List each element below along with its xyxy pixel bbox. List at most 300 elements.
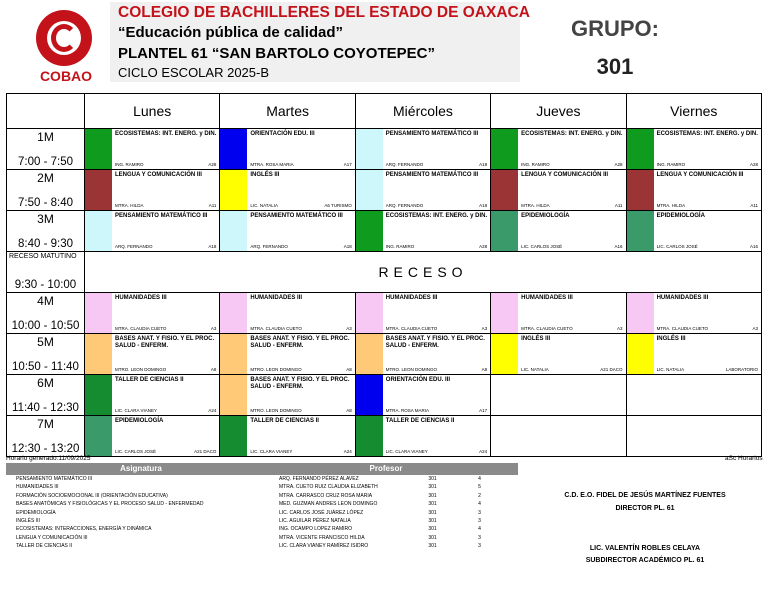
logo-text: COBAO — [39, 68, 93, 84]
room-label: A8 — [481, 367, 488, 372]
class-block — [85, 170, 219, 210]
assignment-row — [6, 534, 518, 542]
class-cell — [491, 334, 626, 375]
subject-name: PENSAMIENTO MATEMÁTICO III — [385, 172, 479, 178]
class-cell — [85, 334, 220, 375]
class-cell — [355, 334, 490, 375]
assignment-row — [6, 475, 518, 483]
class-info — [518, 129, 625, 169]
subject-color-swatch — [85, 129, 112, 169]
room-label: A28 — [208, 162, 217, 167]
class-cell — [355, 211, 490, 252]
class-block — [85, 416, 219, 456]
subject-name: ORIENTACIÓN EDU. III — [385, 377, 451, 383]
class-cell — [626, 170, 761, 211]
room-label: A3 — [752, 326, 758, 331]
subject-name: BASES ANAT. Y FISIO. Y EL PROC. SALUD - ENFERM. — [385, 336, 485, 349]
assignment-subject: HUMANIDADES III — [16, 484, 59, 491]
period-time-range: 8:40 - 9:30 — [18, 238, 73, 250]
plantel-name: PLANTEL 61 “SAN BARTOLO COYOTEPEC” — [118, 45, 435, 62]
subject-color-swatch — [85, 375, 112, 415]
assignment-subject: EPIDEMIOLOGÍA — [16, 509, 56, 516]
assignment-subject: BASES ANATÓMICAS Y FISIOLÓGICAS Y EL PROCESO SALUD - ENFERMEDAD — [16, 501, 204, 508]
room-label: A3 — [481, 326, 488, 331]
subject-name: HUMANIDADES III — [656, 295, 709, 301]
class-cell — [355, 293, 490, 334]
room-label: A11 — [750, 203, 758, 208]
room-label: A18 — [479, 162, 488, 167]
teacher-name: LIC. CARLOS JOSÉ — [656, 244, 698, 249]
room-label: A8 — [210, 367, 217, 372]
class-info — [518, 211, 625, 251]
class-block — [85, 375, 219, 415]
subject-color-swatch — [356, 293, 383, 333]
assignment-row — [6, 500, 518, 508]
class-block — [627, 293, 761, 333]
subject-name: PENSAMIENTO MATEMÁTICO III — [250, 213, 343, 219]
class-block — [220, 211, 354, 251]
class-block — [627, 129, 761, 169]
recess-banner: RECESO — [85, 252, 762, 293]
teacher-name: MTRA. HILDA — [656, 203, 686, 208]
class-info — [383, 416, 490, 456]
period-row — [7, 170, 762, 211]
period-row — [7, 334, 762, 375]
teacher-name: MTRA. CLAUDIA CUETO — [656, 326, 708, 331]
teacher-name: LIC. NATALIA — [521, 367, 549, 372]
period-number: 1M — [37, 130, 54, 144]
subject-name: HUMANIDADES III — [115, 295, 167, 301]
room-label: A24 — [343, 449, 352, 454]
subject-color-swatch — [220, 416, 247, 456]
class-block — [627, 170, 761, 210]
class-info — [383, 293, 490, 333]
assignment-teacher: MTRA. VICENTE FRANCISCO HILDA — [278, 534, 365, 541]
class-cell — [626, 416, 761, 457]
class-block — [491, 334, 625, 374]
class-block — [85, 334, 219, 374]
recess-time: 9:30 - 10:00 — [14, 279, 77, 291]
class-info — [383, 211, 490, 251]
period-time-cell — [7, 129, 85, 170]
class-info — [112, 334, 219, 374]
period-number: 6M — [37, 376, 54, 390]
subject-color-swatch — [220, 211, 247, 251]
teacher-name: ARQ. FERNANDO — [250, 244, 288, 249]
subject-name: BASES ANAT. Y FISIO. Y EL PROC. SALUD - ENFERM. — [250, 377, 350, 390]
class-cell — [491, 293, 626, 334]
subject-name: TALLER DE CIENCIAS II — [385, 418, 455, 424]
subject-color-swatch — [491, 129, 518, 169]
assignment-group: 301 — [428, 509, 437, 516]
teacher-name: LIC. CLARA VIANEY — [385, 449, 428, 454]
class-info — [383, 129, 490, 169]
class-block — [356, 375, 490, 415]
class-cell — [220, 170, 355, 211]
period-number: 4M — [37, 294, 54, 308]
subject-color-swatch — [356, 129, 383, 169]
corner-cell — [7, 94, 85, 129]
class-cell — [85, 129, 220, 170]
period-time-cell — [7, 211, 85, 252]
class-block — [85, 293, 219, 333]
subject-name: INGLÉS III — [521, 336, 551, 342]
class-info — [654, 293, 761, 333]
class-cell — [220, 375, 355, 416]
class-block — [220, 375, 354, 415]
assignment-hours: 2 — [478, 492, 481, 499]
period-row — [7, 211, 762, 252]
director-title: DIRECTOR PL. 61 — [615, 505, 675, 512]
assignment-group: 301 — [428, 517, 437, 524]
period-row — [7, 129, 762, 170]
assignment-hours: 3 — [478, 543, 481, 550]
subject-name: LENGUA Y COMUNICACIÓN III — [656, 172, 744, 178]
assignment-hours: 3 — [478, 509, 481, 516]
assignment-hours: 3 — [478, 534, 481, 541]
assignment-group: 301 — [428, 476, 437, 482]
period-row — [7, 375, 762, 416]
class-block — [356, 334, 490, 374]
class-block — [491, 293, 625, 333]
subject-color-swatch — [627, 170, 654, 210]
class-block — [85, 129, 219, 169]
class-info — [654, 129, 761, 169]
subject-name: PENSAMIENTO MATEMÁTICO III — [115, 213, 208, 219]
subject-name: HUMANIDADES III — [521, 295, 573, 301]
subject-name: ECOSISTEMAS: INT. ENERG. y DIN. — [656, 131, 758, 137]
class-info — [383, 170, 490, 210]
class-info — [112, 375, 219, 415]
class-block — [220, 129, 354, 169]
teacher-name: ING. RAMIRO — [115, 162, 144, 167]
assignment-subject: LENGUA Y COMUNICACIÓN III — [16, 534, 88, 541]
institution-title: COLEGIO DE BACHILLERES DEL ESTADO DE OAXACA — [118, 4, 530, 21]
class-info — [383, 375, 490, 415]
teacher-name: LIC. CLARA VIANEY — [115, 408, 158, 413]
teacher-name: MTRO. LEON DOMINGO — [385, 367, 438, 372]
class-cell — [491, 416, 626, 457]
recess-time-cell — [7, 252, 85, 293]
assignment-subject: ECOSISTEMAS: INTERACCIONES, ENERGÍA Y DINÁMICA — [16, 526, 152, 533]
subdirector-name: LIC. VALENTÍN ROBLES CELAYA — [589, 545, 701, 552]
room-label: LABORATORIO — [725, 367, 758, 372]
room-label: A18 — [208, 244, 217, 249]
assignment-hours: 5 — [478, 484, 481, 491]
schedule-table — [6, 93, 762, 457]
subject-name: EPIDEMIOLOGÍA — [521, 213, 570, 219]
subject-name: INGLÉS III — [656, 336, 686, 342]
teacher-name: MTRA. ROSA MARIA — [385, 408, 430, 413]
class-cell — [626, 375, 761, 416]
class-cell — [220, 416, 355, 457]
room-label: A3 — [210, 326, 217, 331]
period-time-range: 7:50 - 8:40 — [18, 197, 73, 209]
class-block — [356, 293, 490, 333]
room-label: A21 DACO — [194, 449, 217, 454]
teacher-name: MTRA. ROSA MARIA — [250, 162, 294, 167]
subject-name: ECOSISTEMAS: INT. ENERG. y DIN. — [521, 131, 623, 137]
assignment-teacher: LIC. CARLOS JOSÉ JUÁREZ LÓPEZ — [278, 509, 364, 516]
class-block — [220, 293, 354, 333]
room-label: A17 — [479, 408, 488, 413]
assignment-teacher: MED. GUZMAN ANDRES LEON DOMINGO — [278, 501, 378, 508]
day-header: Viernes — [626, 94, 761, 129]
room-label: A8 — [346, 367, 352, 372]
teacher-name: ING. RAMIRO — [521, 162, 550, 167]
day-header: Miércoles — [355, 94, 490, 129]
assignment-group: 301 — [428, 492, 437, 499]
assignment-group: 301 — [428, 534, 437, 541]
class-block — [491, 170, 625, 210]
period-time-range: 12:30 - 13:20 — [11, 443, 80, 455]
class-block — [491, 129, 625, 169]
subject-name: INGLÉS III — [250, 172, 280, 178]
class-block — [356, 211, 490, 251]
period-time-range: 10:50 - 11:40 — [12, 361, 79, 373]
class-block — [356, 170, 490, 210]
class-info — [247, 211, 354, 251]
teacher-name: MTRA. HILDA — [521, 203, 550, 208]
assignment-group: 301 — [428, 501, 437, 508]
teacher-name: LIC. CARLOS JOSÉ — [521, 244, 563, 249]
subject-color-swatch — [356, 416, 383, 456]
cobao-logo — [30, 6, 100, 84]
class-cell — [220, 334, 355, 375]
subject-color-swatch — [491, 334, 518, 374]
subject-name: TALLER DE CIENCIAS II — [115, 377, 184, 383]
subject-name: PENSAMIENTO MATEMÁTICO III — [385, 131, 479, 137]
subject-color-swatch — [220, 334, 247, 374]
assignment-table — [6, 463, 518, 551]
teacher-name: MTRA. HILDA — [115, 203, 144, 208]
period-time-cell — [7, 293, 85, 334]
assignment-subject: TALLER DE CIENCIAS II — [16, 543, 73, 550]
subject-color-swatch — [85, 334, 112, 374]
assignment-row — [6, 509, 518, 517]
class-cell — [355, 129, 490, 170]
assignment-hours: 4 — [478, 501, 481, 508]
class-info — [112, 170, 219, 210]
assignment-subject: PENSAMIENTO MATEMÁTICO III — [16, 476, 93, 482]
class-cell — [491, 211, 626, 252]
room-label: A11 — [614, 203, 623, 208]
assignment-hours: 4 — [478, 526, 481, 533]
room-label: A3 — [346, 326, 352, 331]
teacher-name: ARQ. FERNANDO — [115, 244, 153, 249]
teacher-name: ING. RAMIRO — [656, 162, 686, 167]
class-block — [85, 211, 219, 251]
teacher-name: LIC. CARLOS JOSÉ — [115, 449, 157, 454]
period-row — [7, 416, 762, 457]
room-label: A28 — [749, 162, 758, 167]
subject-color-swatch — [627, 211, 654, 251]
period-number: 7M — [37, 417, 54, 431]
subject-color-swatch — [220, 293, 247, 333]
teacher-name: MTRA. CLAUDIA CUETO — [250, 326, 302, 331]
subject-color-swatch — [220, 170, 247, 210]
subject-name: ECOSISTEMAS: INT. ENERG. y DIN. — [115, 131, 217, 137]
teacher-name: LIC. NATALIA — [656, 367, 685, 372]
period-time-cell — [7, 375, 85, 416]
assignment-row — [6, 492, 518, 500]
class-info — [112, 293, 219, 333]
class-info — [247, 416, 354, 456]
assignment-row — [6, 517, 518, 525]
assignment-teacher: LIC. AGUILAR PÉREZ NATALIA — [278, 517, 351, 524]
assignment-hours: 3 — [478, 517, 481, 524]
subject-name: BASES ANAT. Y FISIO. Y EL PROC. SALUD - ENFERM. — [250, 336, 350, 349]
teacher-name: ARQ. FERNANDO — [385, 203, 424, 208]
class-block — [220, 416, 354, 456]
subject-color-swatch — [491, 211, 518, 251]
assignment-teacher: MTRA. CUETO RUIZ CLAUDIA ELIZABETH — [278, 484, 378, 491]
period-time-range: 11:40 - 12:30 — [12, 402, 79, 414]
subject-color-swatch — [356, 375, 383, 415]
assignment-subject: INGLÉS III — [16, 517, 40, 524]
group-label: GRUPO: — [571, 16, 659, 41]
room-label: A18 — [479, 203, 488, 208]
subject-name: EPIDEMIOLOGÍA — [115, 418, 164, 424]
class-cell — [626, 211, 761, 252]
class-info — [518, 293, 625, 333]
group-value: 301 — [596, 54, 634, 79]
period-number: 2M — [37, 171, 54, 185]
class-cell — [220, 293, 355, 334]
subject-name: LENGUA Y COMUNICACIÓN III — [521, 172, 609, 178]
assignment-group: 301 — [428, 543, 437, 550]
class-block — [220, 334, 354, 374]
class-info — [247, 375, 354, 415]
class-cell — [626, 293, 761, 334]
room-label: A21 DACO — [600, 367, 623, 372]
subject-column-header: Asignatura — [120, 464, 162, 473]
subject-name: ECOSISTEMAS: INT. ENERG. y DIN. — [385, 213, 488, 219]
subject-color-swatch — [220, 375, 247, 415]
class-cell — [491, 170, 626, 211]
assignment-row — [6, 542, 518, 550]
class-cell — [85, 211, 220, 252]
day-header: Jueves — [491, 94, 626, 129]
class-cell — [626, 334, 761, 375]
class-info — [654, 170, 761, 210]
subject-color-swatch — [627, 293, 654, 333]
room-label: A16 — [614, 244, 623, 249]
period-time-range: 7:00 - 7:50 — [18, 156, 73, 168]
class-info — [518, 334, 625, 374]
class-cell — [85, 293, 220, 334]
teacher-name: ARQ. FERNANDO — [385, 162, 424, 167]
room-label: A8 — [346, 408, 352, 413]
assignment-row — [6, 525, 518, 533]
assignment-group: 301 — [428, 484, 437, 491]
assignment-teacher: MTRA. CARRASCO CRUZ ROSA MARIA — [278, 492, 373, 499]
subject-color-swatch — [85, 293, 112, 333]
room-label: A28 — [614, 162, 623, 167]
subject-color-swatch — [85, 211, 112, 251]
empty-slot — [491, 416, 625, 456]
teacher-name: ING. RAMIRO — [385, 244, 415, 249]
teacher-name: MTRA. CLAUDIA CUETO — [385, 326, 438, 331]
room-label: A28 — [479, 244, 488, 249]
room-label: A3 — [617, 326, 623, 331]
teacher-name: MTRO. LEON DOMINGO — [250, 367, 302, 372]
motto: “Educación pública de calidad” — [118, 24, 344, 41]
period-time-cell — [7, 416, 85, 457]
class-cell — [220, 211, 355, 252]
period-number: 5M — [37, 335, 54, 349]
class-cell — [220, 129, 355, 170]
assignment-subject: FORMACIÓN SOCIOEMOCIONAL III (ORIENTACIÓN EDUCATIVA) — [16, 492, 168, 499]
class-info — [383, 334, 490, 374]
teacher-name: LIC. NATALIA — [250, 203, 278, 208]
subject-name: ORIENTACIÓN EDU. III — [250, 131, 315, 137]
subject-name: HUMANIDADES III — [250, 295, 303, 301]
period-number: 3M — [37, 212, 54, 226]
class-info — [112, 129, 219, 169]
class-cell — [85, 375, 220, 416]
room-label: A16 — [749, 244, 758, 249]
class-info — [518, 170, 625, 210]
class-block — [491, 211, 625, 251]
class-block — [220, 170, 354, 210]
period-time-range: 10:00 - 10:50 — [11, 320, 80, 332]
assignment-group: 301 — [428, 526, 437, 533]
subject-color-swatch — [356, 211, 383, 251]
recess-label: RECESO MATUTINO — [9, 253, 77, 260]
room-label: A24 — [208, 408, 217, 413]
subject-name: HUMANIDADES III — [385, 295, 438, 301]
recess-row — [7, 252, 762, 293]
subject-color-swatch — [491, 293, 518, 333]
subject-name: TALLER DE CIENCIAS II — [250, 418, 319, 424]
room-label: A18 — [343, 244, 352, 249]
subject-color-swatch — [627, 334, 654, 374]
subject-color-swatch — [220, 129, 247, 169]
subject-color-swatch — [85, 416, 112, 456]
teacher-column-header: Profesor — [369, 464, 403, 473]
teacher-name: MTRO. LEON DOMINGO — [250, 408, 302, 413]
assignment-hours: 4 — [478, 476, 481, 482]
teacher-name: MTRO. LEON DOMINGO — [115, 367, 167, 372]
class-block — [356, 416, 490, 456]
subject-color-swatch — [627, 129, 654, 169]
class-cell — [85, 170, 220, 211]
subject-name: BASES ANAT. Y FISIO. Y EL PROC. SALUD - ENFERM. — [115, 336, 215, 349]
period-time-cell — [7, 334, 85, 375]
assignment-row — [6, 483, 518, 491]
teacher-name: MTRA. CLAUDIA CUETO — [521, 326, 573, 331]
class-info — [247, 334, 354, 374]
empty-slot — [627, 375, 761, 415]
class-cell — [85, 416, 220, 457]
period-row — [7, 293, 762, 334]
assignment-teacher: LIC. CLARA VIANEY RAMÍREZ ISIDRO — [278, 543, 369, 550]
subject-color-swatch — [491, 170, 518, 210]
class-cell — [491, 375, 626, 416]
room-label: A17 — [343, 162, 352, 167]
room-label: A24 — [479, 449, 488, 454]
director-name: C.D. E.O. FIDEL DE JESÚS MARTÍNEZ FUENTES — [564, 492, 726, 499]
class-cell — [355, 375, 490, 416]
subject-color-swatch — [356, 334, 383, 374]
period-time-cell — [7, 170, 85, 211]
school-cycle: CICLO ESCOLAR 2025-B — [118, 65, 270, 80]
class-info — [654, 211, 761, 251]
class-cell — [355, 170, 490, 211]
class-info — [247, 170, 354, 210]
class-block — [356, 129, 490, 169]
